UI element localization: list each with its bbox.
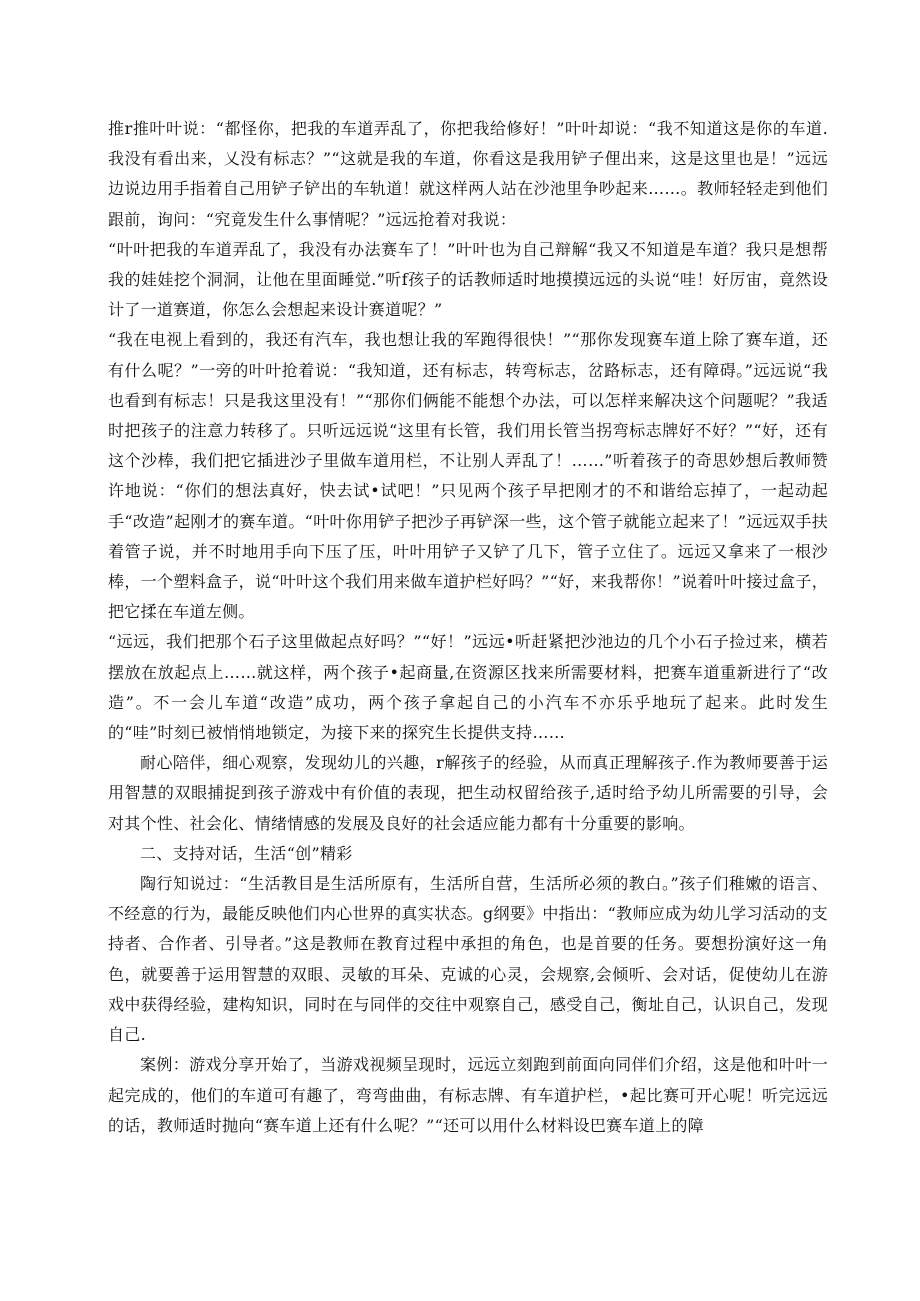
- paragraph-starting-point: “远远，我们把那个石子这里做起点好吗？”“好！”远远•听赶紧把沙池边的几个小石子捡过来，横若摆放在放起点上……就这样，两个孩子•起商量,在资源区找来所需要材料，把赛车道重新进行了“改造”。不一会儿车道“改造”成功，两个孩子拿起自己的小汽车不亦乐乎地玩了起来。此时发生的“哇”时刻已被悄悄地锁定，为接下来的探究生长提供支持……: [108, 632, 828, 743]
- paragraph-race-track-design: “我在电视上看到的，我还有汽车，我也想让我的军跑得很快！”“那你发现赛车道上除了赛车道，还有什么呢？”一旁的叶叶抢着说：“我知道，还有标志，转弯标志，岔路标志，还有障碍。”远远说“我也看到有标志！只是我这里没有！”“那你们俩能不能想个办法，可以怎样来解决这个问题呢？”我适时把孩子的注意力转移了。只听远远说“这里有长管，我们用长管当拐弯标志牌好不好？”“好，还有这个沙棒，我们把它插进沙子里做车道用栏，不让别人弄乱了！……”听着孩子的奇思妙想后教师赞许地说：“你们的想法真好，快去试•试吧！”只见两个孩子早把刚才的不和谐给忘掉了，一起动起手“改造”起刚才的赛车道。“叶叶你用铲子把沙子再铲深一些，这个管子就能立起来了！”远远双手扶着管子说，并不时地用手向下压了压，叶叶用铲子又铲了几下，管子立住了。远远又拿来了一根沙棒，一个塑料盒子，说“叶叶这个我们用来做车道护栏好吗？”“好，来我帮你！”说着叶叶接过盒子，把它揉在车道左侧。: [108, 330, 828, 622]
- paragraph-teacher-reflection: 耐心陪伴，细心观察，发现幼儿的兴趣，r解孩子的经验，从而真正理解孩子.作为教师要善于运用智慧的双眼捕捉到孩子游戏中有价值的表现，把生动权留给孩子,适时给予幼儿所需要的引导，会对其个性、社会化、情绪情感的发展及良好的社会适应能力都有十分重要的影响。: [108, 753, 828, 833]
- section-heading-dialogue: 二、支持对话，生活“创”精彩: [140, 843, 353, 863]
- paragraph-dispute: 推r推叶叶说：“都怪你，把我的车道弄乱了，你把我给修好！”叶叶却说：“我不知道这是你的车道.我没有看出来，乂没有标志？”“这就是我的车道，你看这是我用铲子俚出来，这是这里也是！”远远边说边用手指着自己用铲子铲出的车轨道！就这样两人站在沙池里争吵起来……。教师轻轻走到他们跟前，询问：“究竟发生什么事情呢？”远远抢着对我说：: [108, 119, 828, 229]
- document-body: [108, 114, 828, 1141]
- paragraph-yeye-reply: “叶叶把我的车道弄乱了，我没有办法赛车了！”叶叶也为自己辩解“我又不知道是车道？我只是想帮我的娃娃挖个洞洞，让他在里面睡觉.”听f孩子的话教师适时地摸摸远远的头说“哇！好厉宙，竟然设计了一道赛道，你怎么会想起来设计赛道呢？”: [108, 239, 828, 320]
- paragraph-case-example: 案例：游戏分享开始了，当游戏视频呈现时，远远立刻跑到前面向同伴们介绍，这是他和叶叶一起完成的，他们的车道可有趣了，弯弯曲曲，有标志牌、有车道护栏，•起比赛可开心呢！听完远远的话，教师适时抛向“赛车道上还有什么呢？”“还可以用什么材料设巴赛车道上的障: [108, 1055, 828, 1135]
- paragraph-tao-xingzhi-quote: 陶行知说过：“生活教目是生活所原有，生活所自营，生活所必须的教白。”孩子们稚嫩的语言、不经意的行为，最能反映他们内心世界的真实状态。g纲要》中指出：“教师应成为幼儿学习活动的支持者、合作者、引导者。”这是教师在教育过程中承担的角色，也是首要的任务。要想扮演好这一角色，就要善于运用智慧的双眼、灵敏的耳朵、克诚的心灵，会规察,会倾听、会对话，促使幼儿在游戏中获得经验，建构知识，同时在与同伴的交往中观察自己，感受自己，衡址自己，认识自己，发现自己.: [108, 874, 828, 1045]
